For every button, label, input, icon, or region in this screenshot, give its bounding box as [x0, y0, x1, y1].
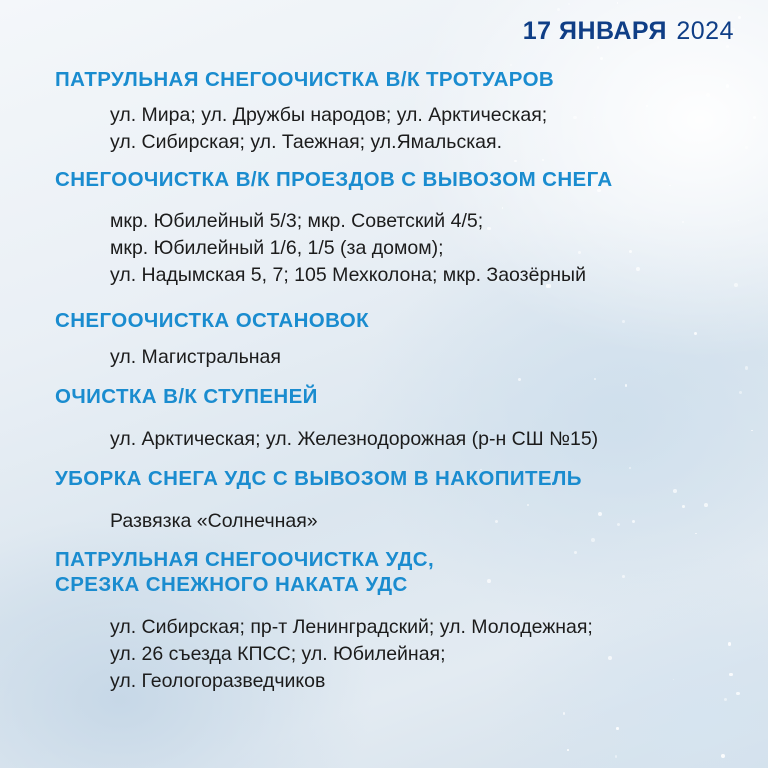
snowflake	[736, 692, 739, 695]
address-line: ул. Геологоразведчиков	[110, 670, 326, 692]
snowflake	[753, 116, 756, 119]
address-line: ул. Арктическая; ул. Железнодорожная (р-н СШ №15)	[110, 428, 599, 450]
snowflake	[673, 489, 677, 493]
snowflake	[745, 366, 748, 369]
snowflake	[510, 64, 511, 65]
snowflake	[704, 503, 708, 507]
address-line: ул. Сибирская; пр-т Ленинградский; ул. Молодежная;	[110, 616, 593, 638]
address-line: ул. 26 съезда КПСС; ул. Юбилейная;	[110, 643, 446, 665]
snowflake	[617, 2, 618, 3]
snowflake	[724, 698, 727, 701]
snowflake	[615, 755, 618, 758]
snowflake	[629, 250, 632, 253]
address-line: ул. Мира; ул. Дружбы народов; ул. Арктическая;	[110, 104, 548, 126]
snowflake	[573, 116, 577, 120]
snowflake	[636, 267, 640, 271]
snowflake	[487, 579, 491, 583]
address-line: мкр. Юбилейный 1/6, 1/5 (за домом);	[110, 237, 444, 259]
snowflake	[598, 512, 602, 516]
snowflake	[574, 551, 577, 554]
snowflake	[594, 117, 595, 118]
section-heading: ПАТРУЛЬНАЯ СНЕГООЧИСТКА УДС,	[55, 548, 435, 571]
snowflake	[495, 520, 498, 523]
snowflake	[738, 16, 741, 19]
snowflake	[608, 656, 612, 660]
snowflake	[682, 505, 685, 508]
date-header	[523, 17, 734, 46]
snowflake	[728, 642, 731, 645]
snowflake	[557, 8, 560, 11]
snowflake	[563, 712, 565, 714]
snowflake	[726, 84, 729, 87]
section-heading: СНЕГООЧИСТКА В/К ПРОЕЗДОВ С ВЫВОЗОМ СНЕГА	[55, 168, 613, 191]
date-year: 2024	[676, 17, 734, 45]
snowflake	[706, 93, 710, 97]
snowflake	[669, 185, 671, 187]
snowflake	[629, 467, 631, 469]
section-heading: СНЕГООЧИСТКА ОСТАНОВОК	[55, 309, 370, 332]
snowflake	[568, 3, 570, 5]
address-line: Развязка «Солнечная»	[110, 510, 318, 532]
section-heading: СРЕЗКА СНЕЖНОГО НАКАТА УДС	[55, 573, 408, 596]
snowflake	[616, 727, 618, 729]
address-line: ул. Сибирская; ул. Таежная; ул.Ямальская.	[110, 131, 502, 153]
snowflake	[694, 332, 697, 335]
snowflake	[514, 160, 517, 163]
snowflake	[597, 46, 599, 48]
snowflake	[487, 227, 490, 230]
snowflake	[738, 220, 739, 221]
snowflake	[625, 384, 628, 387]
snowflake	[542, 159, 544, 161]
snowflake	[594, 378, 596, 380]
snowflake	[729, 673, 733, 677]
snowflake	[739, 391, 742, 394]
snowflake	[600, 57, 603, 60]
snowflake	[632, 520, 635, 523]
snowflake	[527, 504, 529, 506]
snowflake	[721, 754, 725, 758]
snowflake	[622, 575, 625, 578]
snowflake	[682, 221, 684, 223]
address-line: ул. Магистральная	[110, 346, 281, 368]
snowflake	[751, 430, 753, 432]
address-line: ул. Надымская 5, 7; 105 Мехколона; мкр. Заозёрный	[110, 264, 586, 286]
snowflake	[567, 749, 569, 751]
address-line: мкр. Юбилейный 5/3; мкр. Советский 4/5;	[110, 210, 484, 232]
snowflake	[695, 533, 696, 534]
snowflake	[622, 320, 625, 323]
snowflake	[734, 283, 738, 287]
snowflake	[745, 146, 748, 149]
date-day-month: 17 ЯНВАРЯ	[522, 17, 667, 45]
section-heading: УБОРКА СНЕГА УДС С ВЫВОЗОМ В НАКОПИТЕЛЬ	[55, 467, 582, 490]
snowflake	[502, 207, 504, 209]
snowflake	[591, 538, 595, 542]
section-heading: ОЧИСТКА В/К СТУПЕНЕЙ	[55, 385, 318, 408]
snowflake	[578, 251, 581, 254]
snowflake	[646, 105, 648, 107]
snowflake	[518, 378, 521, 381]
snowflake	[617, 523, 620, 526]
section-heading: ПАТРУЛЬНАЯ СНЕГООЧИСТКА В/К ТРОТУАРОВ	[55, 68, 555, 91]
snowflake	[673, 679, 674, 680]
